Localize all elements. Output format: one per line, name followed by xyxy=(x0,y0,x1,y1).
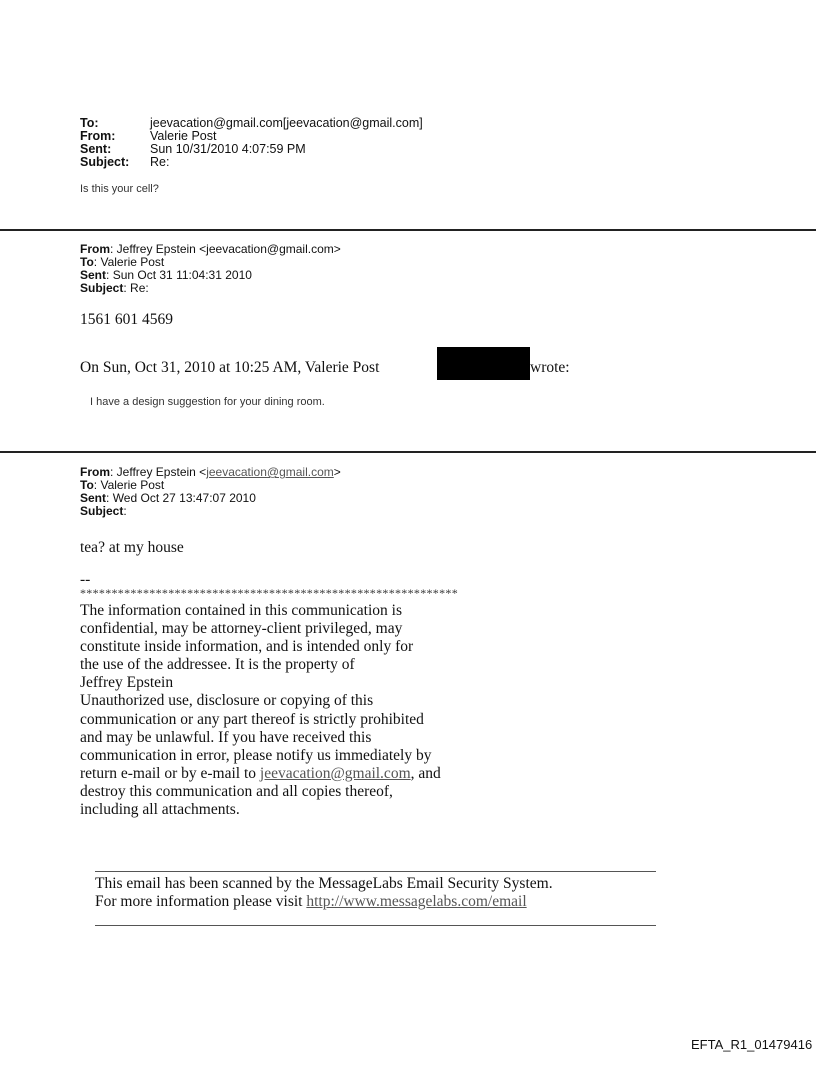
disclaimer-line: and may be unlawful. If you have received this xyxy=(80,728,372,746)
subject-label: Subject: xyxy=(80,155,130,169)
divider xyxy=(95,871,656,872)
disclaimer-text: return e-mail or by e-mail to xyxy=(80,764,260,782)
divider xyxy=(95,925,656,926)
messagelabs-link[interactable]: http://www.messagelabs.com/email xyxy=(306,893,527,911)
from-email-link[interactable]: jeevacation@gmail.com xyxy=(206,465,334,479)
sent-label: Sent xyxy=(80,268,107,282)
sent-value: Sun Oct 31 11:04:31 2010 xyxy=(109,268,252,282)
disclaimer-line: destroy this communication and all copies thereof, xyxy=(80,782,393,800)
scan-line: This email has been scanned by the MessageLabs Email Security System. xyxy=(95,875,553,892)
from-label: From xyxy=(80,465,110,479)
email1-header xyxy=(80,117,423,169)
disclaimer-text: , and xyxy=(410,764,441,782)
subject-label: Subject xyxy=(80,504,124,518)
disclaimer-line: Jeffrey Epstein xyxy=(80,674,174,692)
from-value: Jeffrey Epstein <jeevacation@gmail.com> xyxy=(113,242,341,256)
divider xyxy=(0,451,816,453)
to-label: To: xyxy=(80,116,99,130)
disclaimer-line: including all attachments. xyxy=(80,801,240,819)
email2-header: From: Jeffrey Epstein <jeevacation@gmail.com> To: Valerie Post Sent: Sun Oct 31 11:04:31 2010 Subject: Re: xyxy=(80,242,341,295)
sent-label: Sent: xyxy=(80,142,112,156)
email3-body: tea? at my house xyxy=(80,539,184,556)
email2-body: 1561 601 4569 xyxy=(80,311,173,328)
disclaimer-line: the use of the addressee. It is the property of xyxy=(80,656,355,674)
bates-number: EFTA_R1_01479416 xyxy=(691,1037,813,1052)
more-info-text: For more information please visit xyxy=(95,893,307,911)
to-value: Valerie Post xyxy=(97,255,165,269)
redaction-box xyxy=(437,347,530,380)
to-value: Valerie Post xyxy=(97,478,165,492)
to-label: To xyxy=(80,255,94,269)
from-label: From: xyxy=(80,129,116,143)
from-value: Valerie Post xyxy=(150,129,217,143)
disclaimer-line: communication or any part thereof is strictly prohibited xyxy=(80,710,424,728)
sent-label: Sent xyxy=(80,491,107,505)
scan-notice xyxy=(95,875,553,911)
to-label: To xyxy=(80,478,94,492)
disclaimer-line: communication in error, please notify us immediately by xyxy=(80,746,432,764)
divider xyxy=(0,229,816,231)
disclaimer-line: Unauthorized use, disclosure or copying of this xyxy=(80,692,374,710)
subject-value: Re: xyxy=(150,155,170,169)
disclaimer-line: confidential, may be attorney-client privileged, may xyxy=(80,620,403,638)
email3-header: From: Jeffrey Epstein <jeevacation@gmail.com> To: Valerie Post Sent: Wed Oct 27 13:47:07 2010 Subject: xyxy=(80,465,341,518)
sent-value: Wed Oct 27 13:47:07 2010 xyxy=(109,491,256,505)
sent-value: Sun 10/31/2010 4:07:59 PM xyxy=(150,142,306,156)
asterisk-line: ************************************************************ xyxy=(80,586,458,600)
disclaimer-line: The information contained in this communication is xyxy=(80,602,402,619)
from-label: From xyxy=(80,242,110,256)
to-value: jeevacation@gmail.com[jeevacation@gmail.com] xyxy=(150,116,423,130)
disclaimer-line: constitute inside information, and is intended only for xyxy=(80,638,414,656)
disclaimer-line xyxy=(80,765,441,783)
from-name: Jeffrey Epstein < xyxy=(113,465,207,479)
subject-label: Subject xyxy=(80,281,124,295)
more-info-line xyxy=(95,893,553,911)
disclaimer xyxy=(80,602,441,819)
from-end: > xyxy=(333,465,341,479)
quote-intro-end: wrote: xyxy=(530,359,570,376)
email-link[interactable]: jeevacation@gmail.com xyxy=(259,764,411,782)
email1-body: Is this your cell? xyxy=(80,183,159,195)
subject-value: Re: xyxy=(126,281,149,295)
quoted-text: I have a design suggestion for your dining room. xyxy=(90,396,325,408)
signature-dash: -- xyxy=(80,571,91,588)
quote-intro: On Sun, Oct 31, 2010 at 10:25 AM, Valerie Post xyxy=(80,359,380,376)
